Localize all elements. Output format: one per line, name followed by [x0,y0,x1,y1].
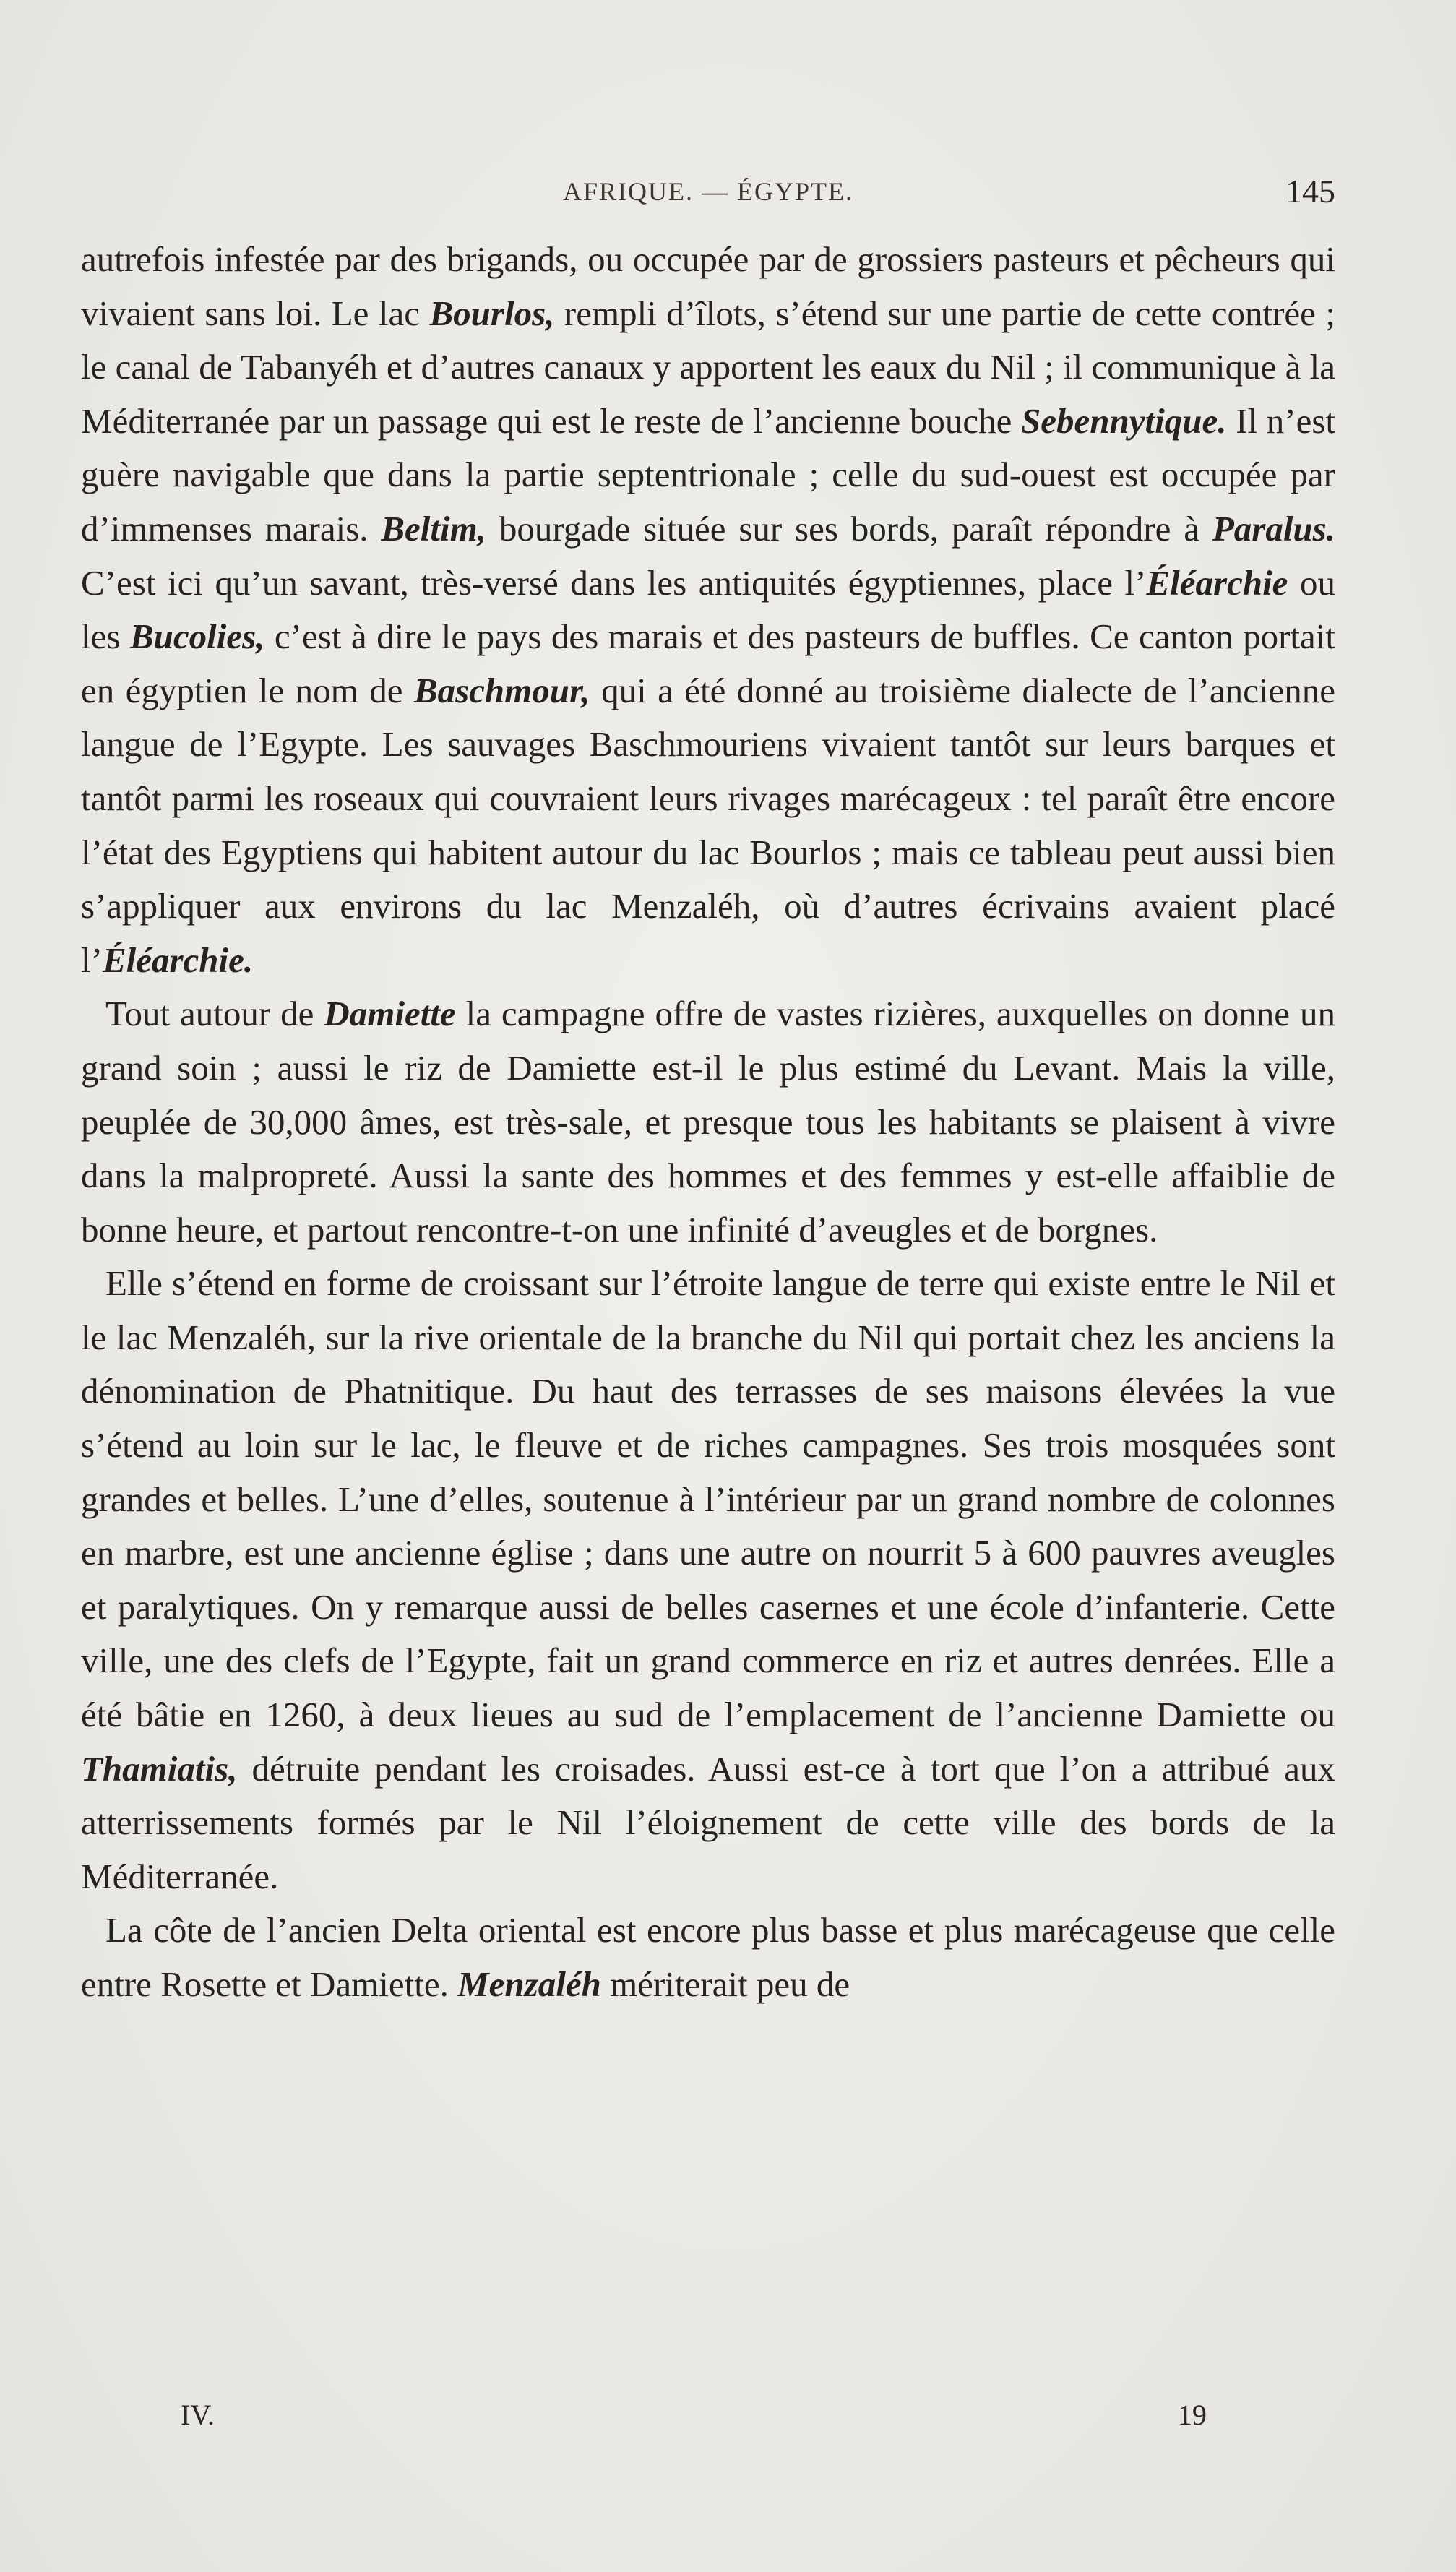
italic-term: Éléarchie [1146,562,1288,603]
italic-term: Baschmour, [413,670,590,710]
text-run: La côte de l’ancien Delta oriental est encore plus basse et plus marécageuse que celle entre Rosette et Damiette. [81,1910,1335,2004]
text-run: Elle s’étend en forme de croissant sur l’étroite langue de terre qui existe entre le Nil et le lac Menzaléh, sur la rive orientale de la branche du Nil qui portait chez les anciens la dénomination de Phatnitique. Du haut des terrasses de ses maisons élevées la vue s’étend au loin sur le lac, le fleuve et de riches campagnes. Ses trois mosquées sont grandes et belles. L’une d’elles, soutenue à l’intérieur par un grand nombre de colonnes en marbre, est une ancienne église ; dans une autre on nourrit 5 à 600 pauvres aveugles et paralytiques. On y remarque aussi de belles casernes et une école d’infanterie. Cette ville, une des clefs de l’Egypte, fait un grand commerce en riz et autres denrées. Elle a été bâtie en 1260, à deux lieues au sud de l’emplacement de l’ancienne Damiette ou [81,1263,1335,1735]
italic-term: Bourlos, [429,293,555,333]
text-run: la campagne offre de vastes rizières, auxquelles on donne un grand soin ; aussi le riz de Damiette est-il le plus estimé du Levant. Mais la ville, peuplée de 30,000 âmes, est très-sale, et presque tous les habitants se plaisent à vivre dans la malpropreté. Aussi la sante des hommes et des femmes y est-elle affaiblie de bonne heure, et partout rencontre-t-on une infinité d’aveugles et de borgnes. [81,994,1335,1250]
text-run: c’est à dire le pays des marais et des pasteurs de buffles. Ce canton portait en égyptien le nom de [81,616,1335,710]
italic-term: Menzaléh [457,1964,601,2004]
paragraph [81,1257,1335,1904]
body-text [81,233,1335,2012]
volume-signature: IV. [181,2399,215,2431]
text-run: autrefois infestée par des brigands, ou occupée par de grossiers pasteurs et pêcheurs qui vivaient sans loi. Le lac [81,239,1335,333]
italic-term: Beltim, [381,508,487,549]
italic-term: Sebennytique. [1021,400,1227,441]
text-run: Il n’est guère navigable que dans la partie septentrionale ; celle du sud-ouest est occupée par d’immenses marais. [81,400,1336,549]
italic-term: Damiette [324,994,456,1034]
text-run: C’est ici qu’un savant, très-versé dans les antiquités égyptiennes, place l’ [81,562,1147,603]
paragraph [81,233,1335,987]
running-title: AFRIQUE. — ÉGYPTE. [563,177,853,206]
text-run: qui a été donné au troisième dialecte de l’ancienne langue de l’Egypte. Les sauvages Baschmouriens vivaient tantôt sur leurs barques et tantôt parmi les roseaux qui couvraient leurs rivages marécageux : tel paraît être encore l’état des Egyptiens qui habitent autour du lac Bourlos ; mais ce tableau peut aussi bien s’appliquer aux environs du lac Menzaléh, où d’autres écrivains avaient placé l’ [81,670,1335,980]
paragraph [81,987,1335,1257]
text-run: mériterait peu de [600,1964,850,2004]
page-number: 145 [1285,173,1335,210]
italic-term: Éléarchie. [102,939,254,980]
italic-term: Bucolies, [129,616,265,657]
page-footer [181,2398,1207,2441]
text-run: rempli d’îlots, s’étend sur une partie de cette contrée ; le canal de Tabanyéh et d’autres canaux y apportent les eaux du Nil ; il communique à la Méditerranée par un passage qui est le reste de l’ancienne bouche [81,293,1335,441]
page-header [81,172,1335,215]
text-run: ou les [81,562,1335,657]
gathering-signature: 19 [1178,2399,1207,2431]
text-run: bourgade située sur ses bords, paraît répondre à [486,508,1212,549]
text-run: Tout autour de [105,994,324,1034]
italic-term: Thamiatis, [81,1748,238,1789]
italic-term: Paralus. [1212,508,1335,549]
paragraph [81,1904,1335,2011]
text-run: détruite pendant les croisades. Aussi est-ce à tort que l’on a attribué aux atterrissements formés par le Nil l’éloignement de cette ville des bords de la Méditerranée. [81,1748,1335,1896]
